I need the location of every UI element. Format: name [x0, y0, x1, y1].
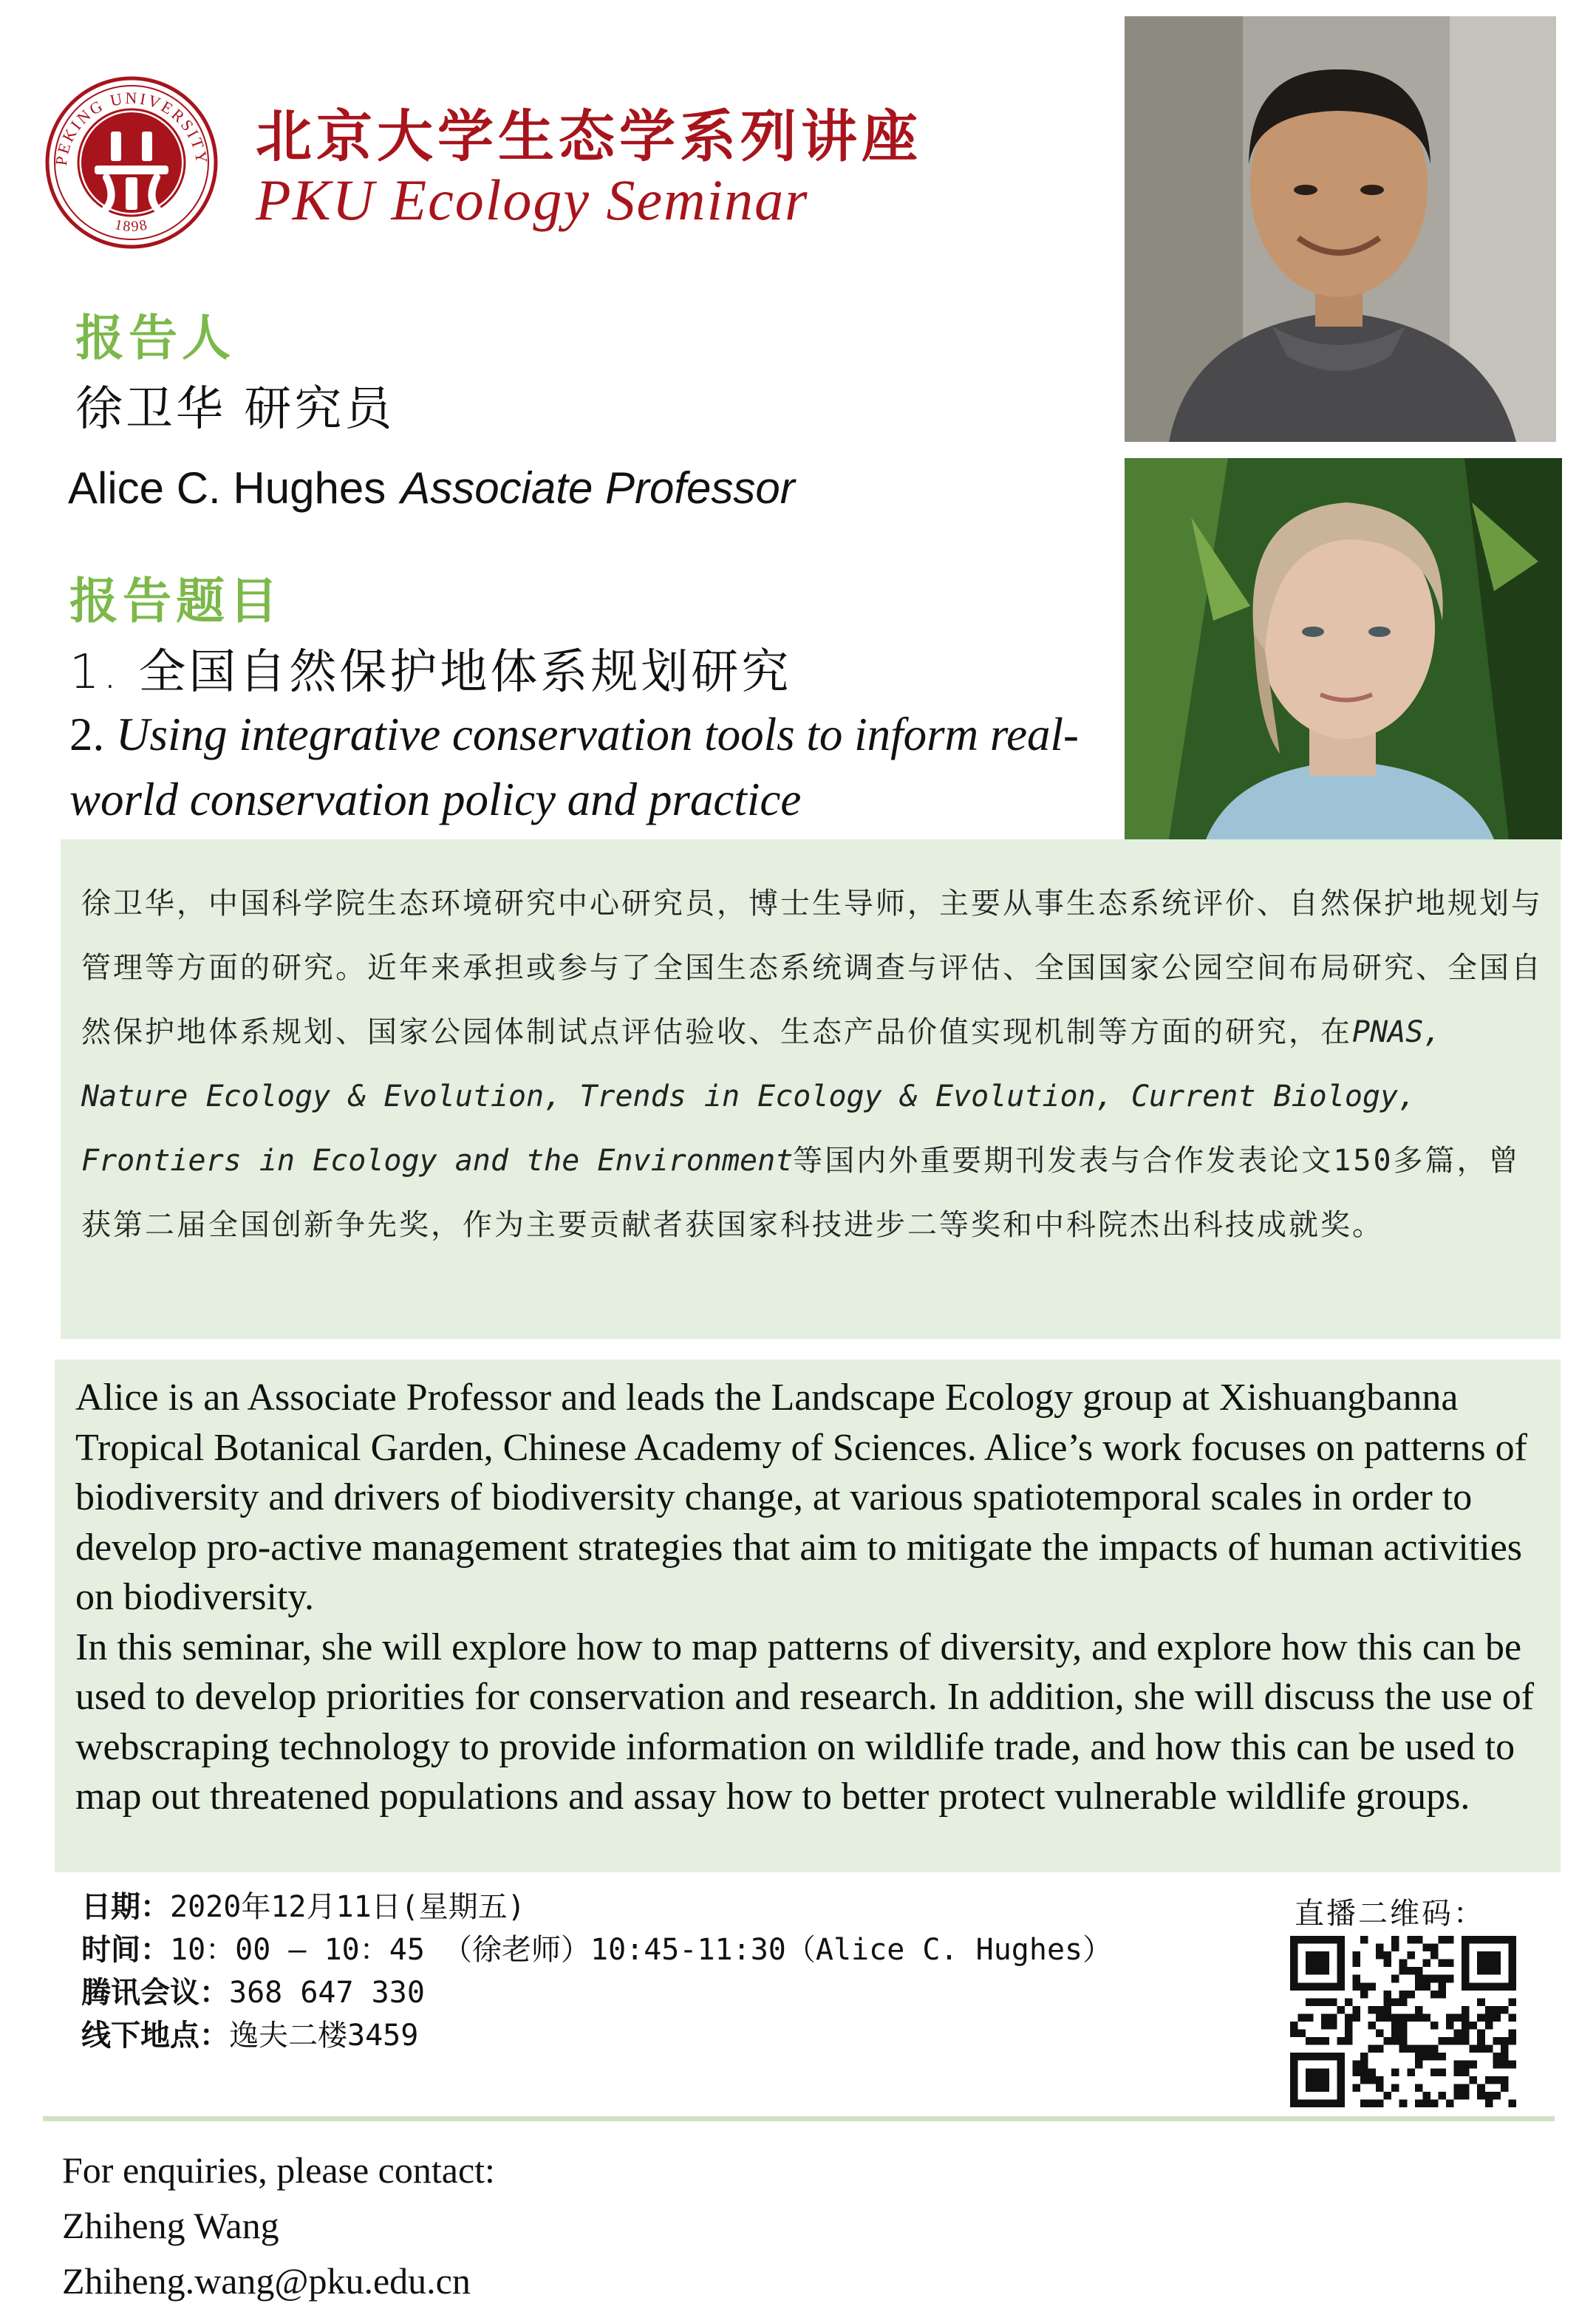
- contact-intro: For enquiries, please contact:: [62, 2149, 495, 2191]
- speaker-en-role: Associate Professor: [400, 463, 795, 513]
- seminar-title-cn: 北京大学生态学系列讲座: [256, 103, 922, 169]
- bio-en-text: [75, 1373, 1546, 1822]
- topic-heading: 报告题目: [69, 572, 282, 630]
- contact-email[interactable]: Zhiheng.wang@pku.edu.cn: [62, 2260, 471, 2302]
- speaker-en-name: Alice C. Hughes: [68, 463, 386, 513]
- topic-item-2-number: 2.: [69, 709, 105, 760]
- bio-cn-journals: PNAS, Nature Ecology & Evolution, Trends in Ecology & Evolution, Current Biology, Frontiers in Ecology and the Environment: [81, 1015, 1442, 1178]
- speaker-photo-xu: [1125, 16, 1556, 442]
- event-venue: 线下地点：逸夫二楼3459: [81, 2019, 419, 2053]
- contact-footer: [62, 2143, 495, 2309]
- speaker-name-cn: 徐卫华 研究员: [75, 382, 395, 437]
- bio-cn-part1: 徐卫华，中国科学院生态环境研究中心研究员，博士生导师，主要从事生态系统评价、自然保护地规划与管理等方面的研究。近年来承担或参与了全国生态系统调查与评估、全国国家公园空间布局研究、全国自然保护地体系规划、国家公园体制试点评估验收、生态产品价值实现机制等方面的研究，在: [81, 887, 1543, 1049]
- live-stream-qr-code[interactable]: [1290, 1936, 1516, 2107]
- svg-text:PEKING UNIVERSITY: PEKING UNIVERSITY: [51, 88, 212, 167]
- event-info: [81, 1886, 1112, 2057]
- bio-cn-text: [81, 872, 1552, 1258]
- pku-logo: [43, 74, 220, 251]
- topic-item-1: 1. 全国自然保护地体系规划研究: [69, 645, 792, 700]
- bio-en-paragraph-1: Alice is an Associate Professor and leads the Landscape Ecology group at Xishuangbanna Tropical Botanical Garden, Chinese Academy of Sciences. Alice’s work focuses on patterns of biodiversity and drivers of biodiversity change, at various spatiotemporal scales in order to develop pro-active management strategies that aim to mitigate the impacts of human activities on biodiversity.: [75, 1377, 1527, 1618]
- svg-text:1898: 1898: [113, 216, 150, 235]
- bio-en-paragraph-2: In this seminar, she will explore how to map patterns of diversity, and explore how this can be used to develop priorities for conservation and research. In addition, she will discuss the use of webscraping technology to provide information on wildlife trade, and how this can be used to map out threatened populations and assay how to better protect vulnerable wildlife groups.: [75, 1626, 1535, 1818]
- event-time: 时间：10：00 – 10：45 （徐老师）10:45-11:30（Alice C. Hughes）: [81, 1933, 1113, 1967]
- bio-cn-part2: 等国内外重要期刊发表与合作发表论文150多篇，曾获第二届全国创新争先奖，作为主要贡献者获国家科技进步二等奖和中科院杰出科技成就奖。: [81, 1144, 1521, 1242]
- qr-label: 直播二维码：: [1295, 1897, 1485, 1931]
- event-meeting: 腾讯会议：368 647 330: [81, 1976, 425, 2010]
- event-date: 日期：2020年12月11日(星期五): [81, 1890, 525, 1924]
- topic-item-2: [69, 702, 1126, 832]
- contact-name: Zhiheng Wang: [62, 2205, 279, 2246]
- seminar-title-en: PKU Ecology Seminar: [256, 168, 809, 232]
- speaker-photo-hughes: [1125, 458, 1562, 839]
- speaker-name-en: [68, 463, 795, 514]
- footer-divider: [43, 2116, 1555, 2121]
- speaker-heading: 报告人: [75, 309, 235, 366]
- topic-item-2-text: Using integrative conservation tools to inform real-world conservation policy and practice: [69, 709, 1080, 825]
